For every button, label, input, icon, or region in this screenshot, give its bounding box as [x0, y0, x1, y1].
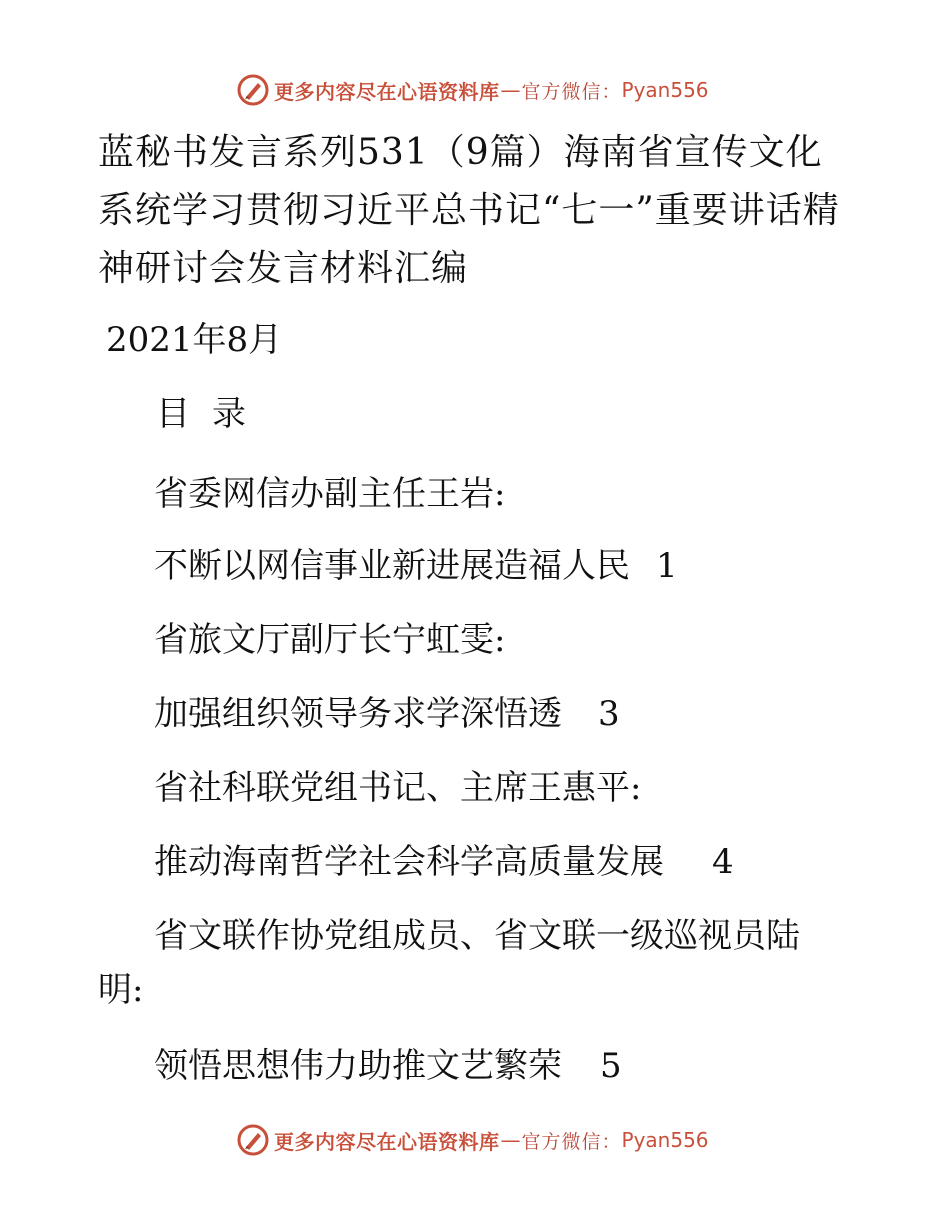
pen-circle-logo-icon — [236, 1123, 270, 1157]
document-title: 蓝秘书发言系列531（9篇）海南省宣传文化系统学习贯彻习近平总书记“七一”重要讲话精神研讨会发言材料汇编 — [98, 132, 840, 289]
watermark-main-text: 更多内容尽在心语资料库 — [274, 1129, 500, 1154]
toc-speaker-4-line-2: 明: — [98, 970, 144, 1010]
watermark-sub-text: 官方微信： — [521, 80, 622, 103]
watermark-sub-text: 官方微信： — [521, 1130, 622, 1153]
toc-page-2: 3 — [598, 694, 620, 734]
toc-article-4: 领悟思想伟力助推文艺繁荣 — [154, 1046, 562, 1086]
watermark-banner-top — [236, 72, 709, 108]
pen-circle-logo-icon — [236, 73, 270, 107]
watermark-dash: — — [500, 1128, 521, 1152]
toc-heading-part-2: 录 — [212, 394, 246, 434]
toc-article-1: 不断以网信事业新进展造福人民 — [154, 546, 630, 586]
watermark-banner-bottom — [236, 1122, 709, 1158]
toc-entry-3 — [154, 834, 734, 883]
toc-speaker-1: 省委网信办副主任王岩: — [154, 474, 506, 514]
watermark-wechat-id: Pyan556 — [621, 78, 709, 102]
watermark-wechat-id: Pyan556 — [621, 1128, 709, 1152]
watermark-main-text: 更多内容尽在心语资料库 — [274, 79, 500, 104]
toc-entry-1 — [154, 538, 678, 587]
toc-speaker-4-line-1: 省文联作协党组成员、省文联一级巡视员陆 — [154, 916, 800, 956]
watermark-dash: — — [500, 78, 521, 102]
toc-entry-4 — [154, 1038, 622, 1087]
toc-page-4: 5 — [600, 1046, 622, 1086]
toc-article-2: 加强组织领导务求学深悟透 — [154, 694, 562, 734]
toc-heading-part-1: 目 — [156, 394, 190, 434]
toc-page-3: 4 — [712, 842, 734, 882]
toc-heading — [156, 386, 246, 435]
toc-speaker-2: 省旅文厅副厅长宁虹雯: — [154, 620, 506, 660]
toc-article-3: 推动海南哲学社会科学高质量发展 — [154, 842, 664, 882]
toc-entry-2 — [154, 686, 620, 735]
document-date: 2021年8月 — [106, 320, 283, 360]
toc-page-1: 1 — [656, 546, 678, 586]
toc-speaker-3: 省社科联党组书记、主席王惠平: — [154, 768, 642, 808]
